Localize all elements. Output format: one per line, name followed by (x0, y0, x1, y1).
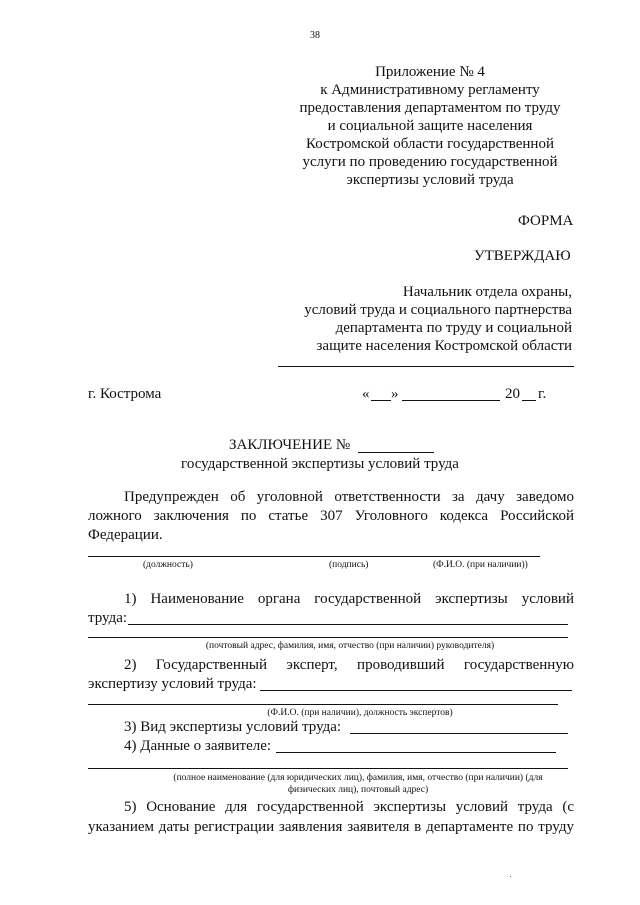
item-1-blank (128, 624, 568, 625)
warning-line: Предупрежден об уголовной ответственности за дачу заведомо (124, 489, 574, 505)
date-month-blank (402, 400, 500, 401)
date-suffix: г. (538, 386, 547, 402)
item-2-line: 2) Государственный эксперт, проводивший государственную (124, 657, 574, 673)
item-4-label: 4) Данные о заявителе: (124, 738, 272, 754)
approve-signature-line (278, 366, 574, 367)
appendix-line: к Административному регламенту (320, 82, 540, 98)
date-day-blank (371, 400, 391, 401)
appendix-line: экспертизы условий труда (346, 172, 514, 188)
date-year: 20 (505, 386, 520, 402)
item-1-line: 1) Наименование органа государственной экспертизы условий (124, 591, 574, 607)
item-4-blank-2 (88, 768, 568, 769)
approve-title: УТВЕРЖДАЮ (474, 248, 571, 264)
appendix-line: услуги по проведению государственной (302, 154, 558, 170)
item-3-blank (350, 733, 568, 734)
caption-fio: (Ф.И.О. (при наличии)) (433, 560, 528, 570)
item-2-blank (260, 690, 572, 691)
date-close-quote: » (391, 386, 399, 402)
appendix-line: и социальной защите населения (327, 118, 533, 134)
appendix-block (290, 63, 570, 189)
item-4-blank (276, 752, 556, 753)
item-4-caption: (полное наименование (для юридических лиц), фамилия, имя, отчество (при наличии) (для (173, 773, 543, 783)
date-open-quote: « (362, 386, 370, 402)
conclusion-subtitle: государственной экспертизы условий труда (181, 456, 459, 472)
appendix-line: Костромской области государственной (306, 136, 554, 152)
item-1-label: труда: (88, 610, 128, 626)
form-label: ФОРМА (518, 213, 574, 229)
warning-line: ложного заключения по статье 307 Уголовного кодекса Российской (88, 508, 574, 524)
item-5-line: 5) Основание для государственной экспертизы условий труда (с (124, 799, 574, 815)
approve-block (280, 283, 572, 355)
place: г. Кострома (88, 386, 162, 402)
item-3-label: 3) Вид экспертизы условий труда: (124, 719, 342, 735)
signature-row-line (88, 556, 540, 557)
date-year-blank (522, 400, 536, 401)
item-2-caption: (Ф.И.О. (при наличии), должность экспертов) (267, 708, 453, 718)
conclusion-number-blank (358, 452, 434, 453)
approve-line: условий труда и социального партнерства (304, 302, 572, 318)
item-1-blank-2 (88, 637, 568, 638)
item-2-label: экспертизу условий труда: (88, 676, 257, 692)
approve-line: защите населения Костромской области (316, 338, 572, 354)
item-5-line: указанием даты регистрации заявления заявителя в департаменте по труду (88, 819, 574, 835)
caption-signature: (подпись) (329, 560, 369, 570)
warning-line: Федерации. (88, 527, 163, 543)
item-4-caption: физических лиц), почтовый адрес) (287, 785, 429, 795)
appendix-line: предоставления департаментом по труду (299, 100, 561, 116)
caption-position: (должность) (143, 560, 193, 570)
page-number: 38 (310, 30, 320, 41)
scan-dot (510, 876, 511, 877)
item-1-caption: (почтовый адрес, фамилия, имя, отчество (при наличии) руководителя) (205, 641, 495, 651)
approve-line: департамента по труду и социальной (335, 320, 572, 336)
appendix-line: Приложение № 4 (375, 64, 485, 80)
conclusion-title: ЗАКЛЮЧЕНИЕ № (229, 437, 351, 453)
approve-line: Начальник отдела охраны, (402, 284, 572, 300)
item-2-blank-2 (88, 704, 558, 705)
